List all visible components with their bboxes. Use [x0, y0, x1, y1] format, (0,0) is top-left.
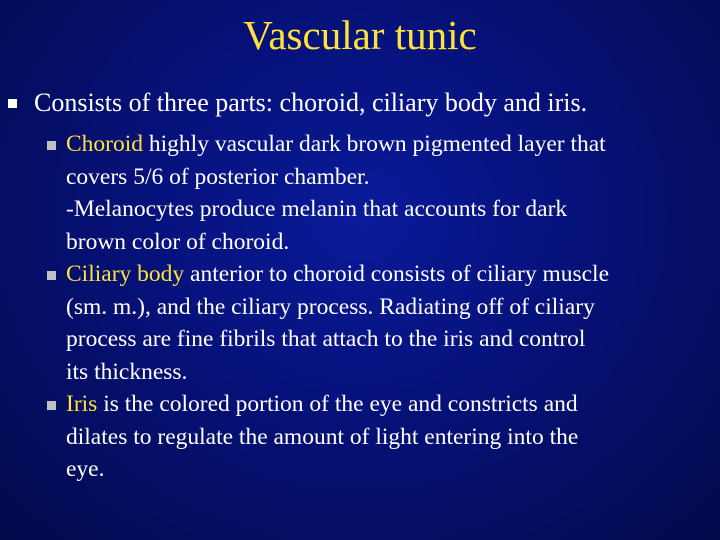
highlighted-term: Ciliary body	[66, 261, 185, 287]
slide-title: Vascular tunic	[243, 12, 477, 58]
bullet-square-icon	[47, 271, 56, 280]
sub-bullet-line: (sm. m.), and the ciliary process. Radiating off of ciliary	[66, 293, 595, 320]
sub-bullet-text: highly vascular dark brown pigmented layer that	[143, 131, 606, 157]
sub-bullet-line: process are fine fibrils that attach to the iris and control	[66, 326, 586, 352]
sub-bullet-iris	[47, 388, 717, 486]
sub-bullet-line: covers 5/6 of posterior chamber.	[66, 163, 370, 190]
bullet-square-icon	[47, 401, 56, 410]
highlighted-term: Choroid	[66, 131, 144, 157]
sub-bullet-line: dilates to regulate the amount of light entering into the	[66, 423, 579, 450]
sub-bullet-ciliary-body	[47, 258, 717, 388]
sub-bullet-line: eye.	[66, 456, 105, 482]
sub-bullet-line: -Melanocytes produce melanin that accounts for dark	[66, 196, 568, 222]
bullet-square-icon	[47, 141, 56, 150]
sub-bullet-line: its thickness.	[66, 358, 188, 385]
sub-bullet-text: anterior to choroid consists of ciliary muscle	[184, 261, 610, 287]
sub-bullet-list	[47, 128, 717, 486]
bullet-square-icon	[8, 99, 17, 108]
sub-bullet-text: is the colored portion of the eye and constricts and	[97, 391, 578, 417]
sub-bullet-choroid	[47, 128, 717, 258]
highlighted-term: Iris	[66, 391, 98, 417]
sub-bullet-line	[66, 388, 717, 421]
sub-bullet-line	[66, 128, 717, 161]
sub-bullet-line: brown color of choroid.	[66, 228, 290, 255]
main-bullet-text: Consists of three parts: choroid, ciliary body and iris.	[34, 88, 588, 117]
sub-bullet-line	[66, 258, 717, 291]
